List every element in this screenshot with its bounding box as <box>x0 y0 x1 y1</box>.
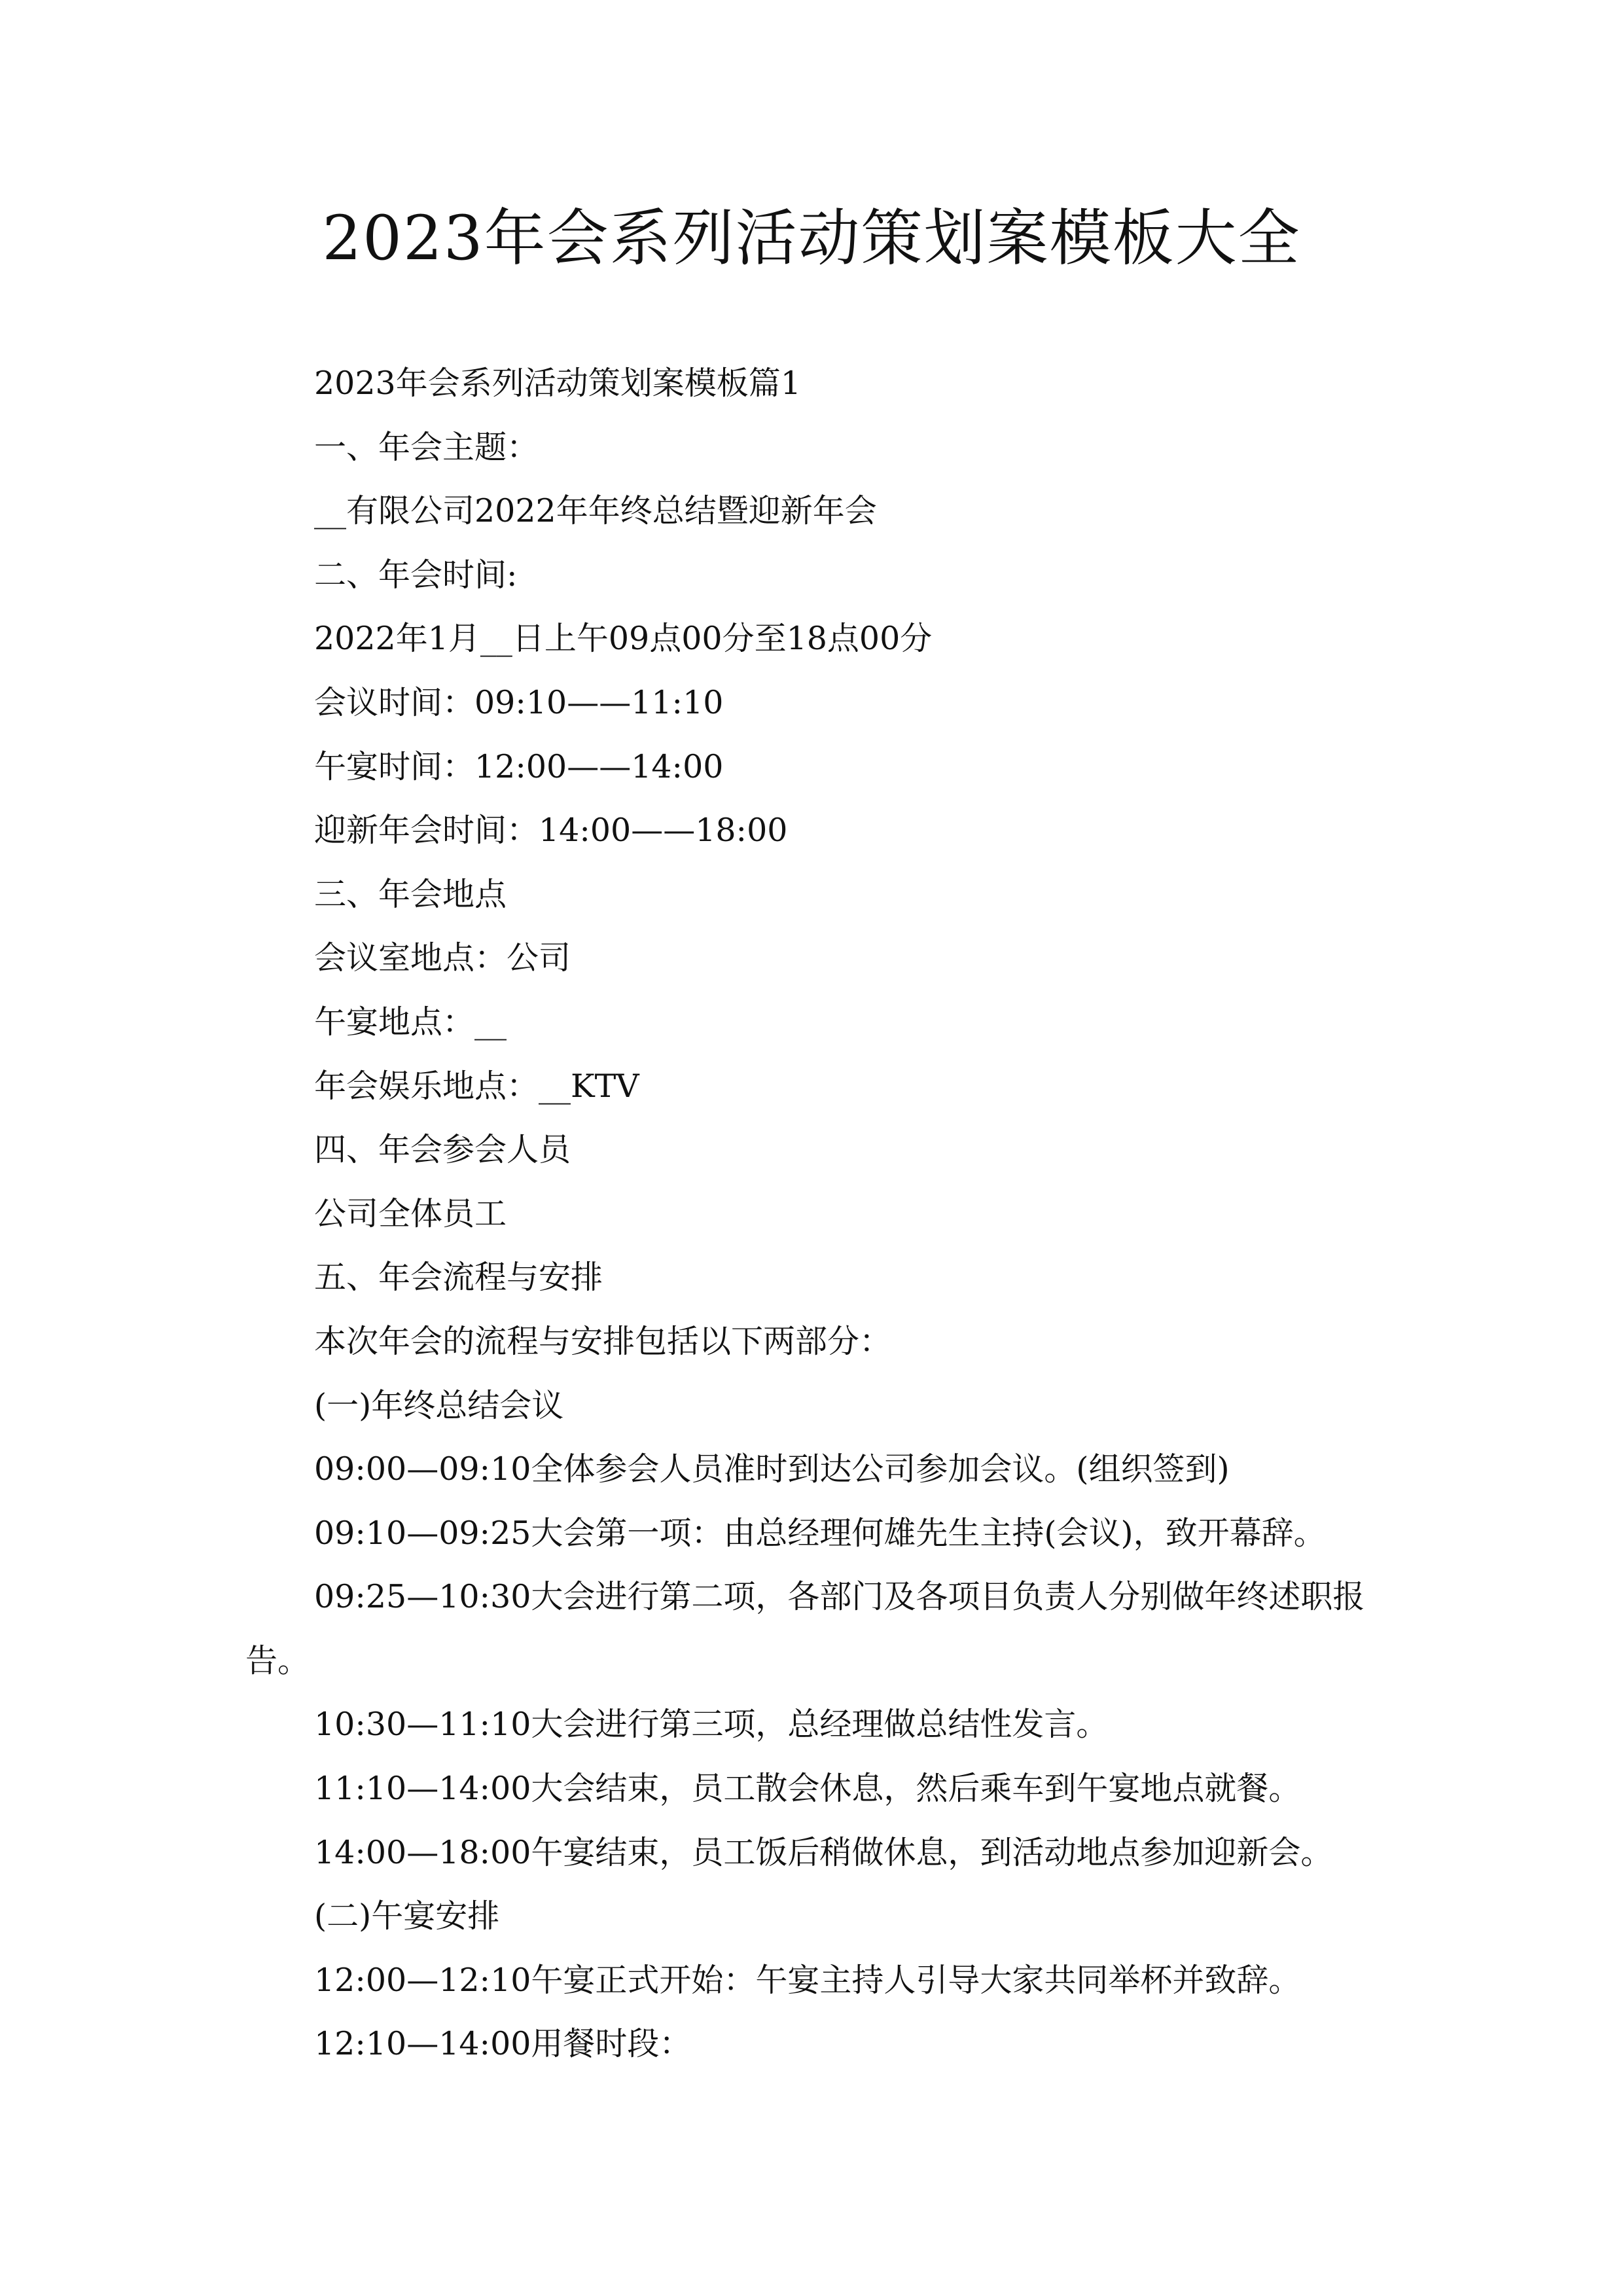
paragraph: 二、年会时间: <box>314 556 518 594</box>
paragraph: 午宴时间：12:00——14:00 <box>314 747 724 785</box>
paragraph: 公司全体员工 <box>314 1194 507 1232</box>
paragraph: __有限公司2022年年终总结暨迎新年会 <box>314 492 877 530</box>
paragraph: 12:00—12:10午宴正式开始：午宴主持人引导大家共同举杯并致辞。 <box>314 1961 1301 1999</box>
paragraph: 09:25—10:30大会进行第二项，各部门及各项目负责人分别做年终述职报告。 <box>245 1578 1365 1679</box>
paragraph: 三、年会地点 <box>314 875 507 913</box>
paragraph: 10:30—11:10大会进行第三项，总经理做总结性发言。 <box>314 1706 1109 1744</box>
section-heading: 2023年会系列活动策划案模板篇1 <box>314 365 801 402</box>
paragraph: 本次年会的流程与安排包括以下两部分： <box>314 1322 892 1360</box>
paragraph: 一、年会主题： <box>314 428 539 466</box>
paragraph: (二)午宴安排 <box>314 1897 500 1935</box>
paragraph: (一)年终总结会议 <box>314 1386 564 1424</box>
paragraph: 年会娱乐地点：__KTV <box>314 1067 639 1105</box>
paragraph: 午宴地点：__ <box>314 1003 507 1041</box>
paragraph: 会议室地点：公司 <box>314 939 571 977</box>
paragraph: 09:10—09:25大会第一项：由总经理何雄先生主持(会议)，致开幕辞。 <box>314 1514 1326 1552</box>
paragraph: 四、年会参会人员 <box>314 1131 571 1169</box>
paragraph: 12:10—14:00用餐时段： <box>314 2025 692 2063</box>
document-title: 2023年会系列活动策划案模板大全 <box>322 203 1301 274</box>
paragraph: 迎新年会时间：14:00——18:00 <box>314 812 788 850</box>
paragraph: 14:00—18:00午宴结束，员工饭后稍做休息，到活动地点参加迎新会。 <box>314 1833 1333 1871</box>
paragraph: 11:10—14:00大会结束，员工散会休息，然后乘车到午宴地点就餐。 <box>314 1770 1301 1808</box>
paragraph: 09:00—09:10全体参会人员准时到达公司参加会议。(组织签到) <box>314 1450 1230 1488</box>
paragraph: 五、年会流程与安排 <box>314 1259 603 1297</box>
paragraph: 会议时间：09:10——11:10 <box>314 683 724 721</box>
document-body <box>245 351 1397 2076</box>
paragraph: 2022年1月__日上午09点00分至18点00分 <box>314 620 933 658</box>
